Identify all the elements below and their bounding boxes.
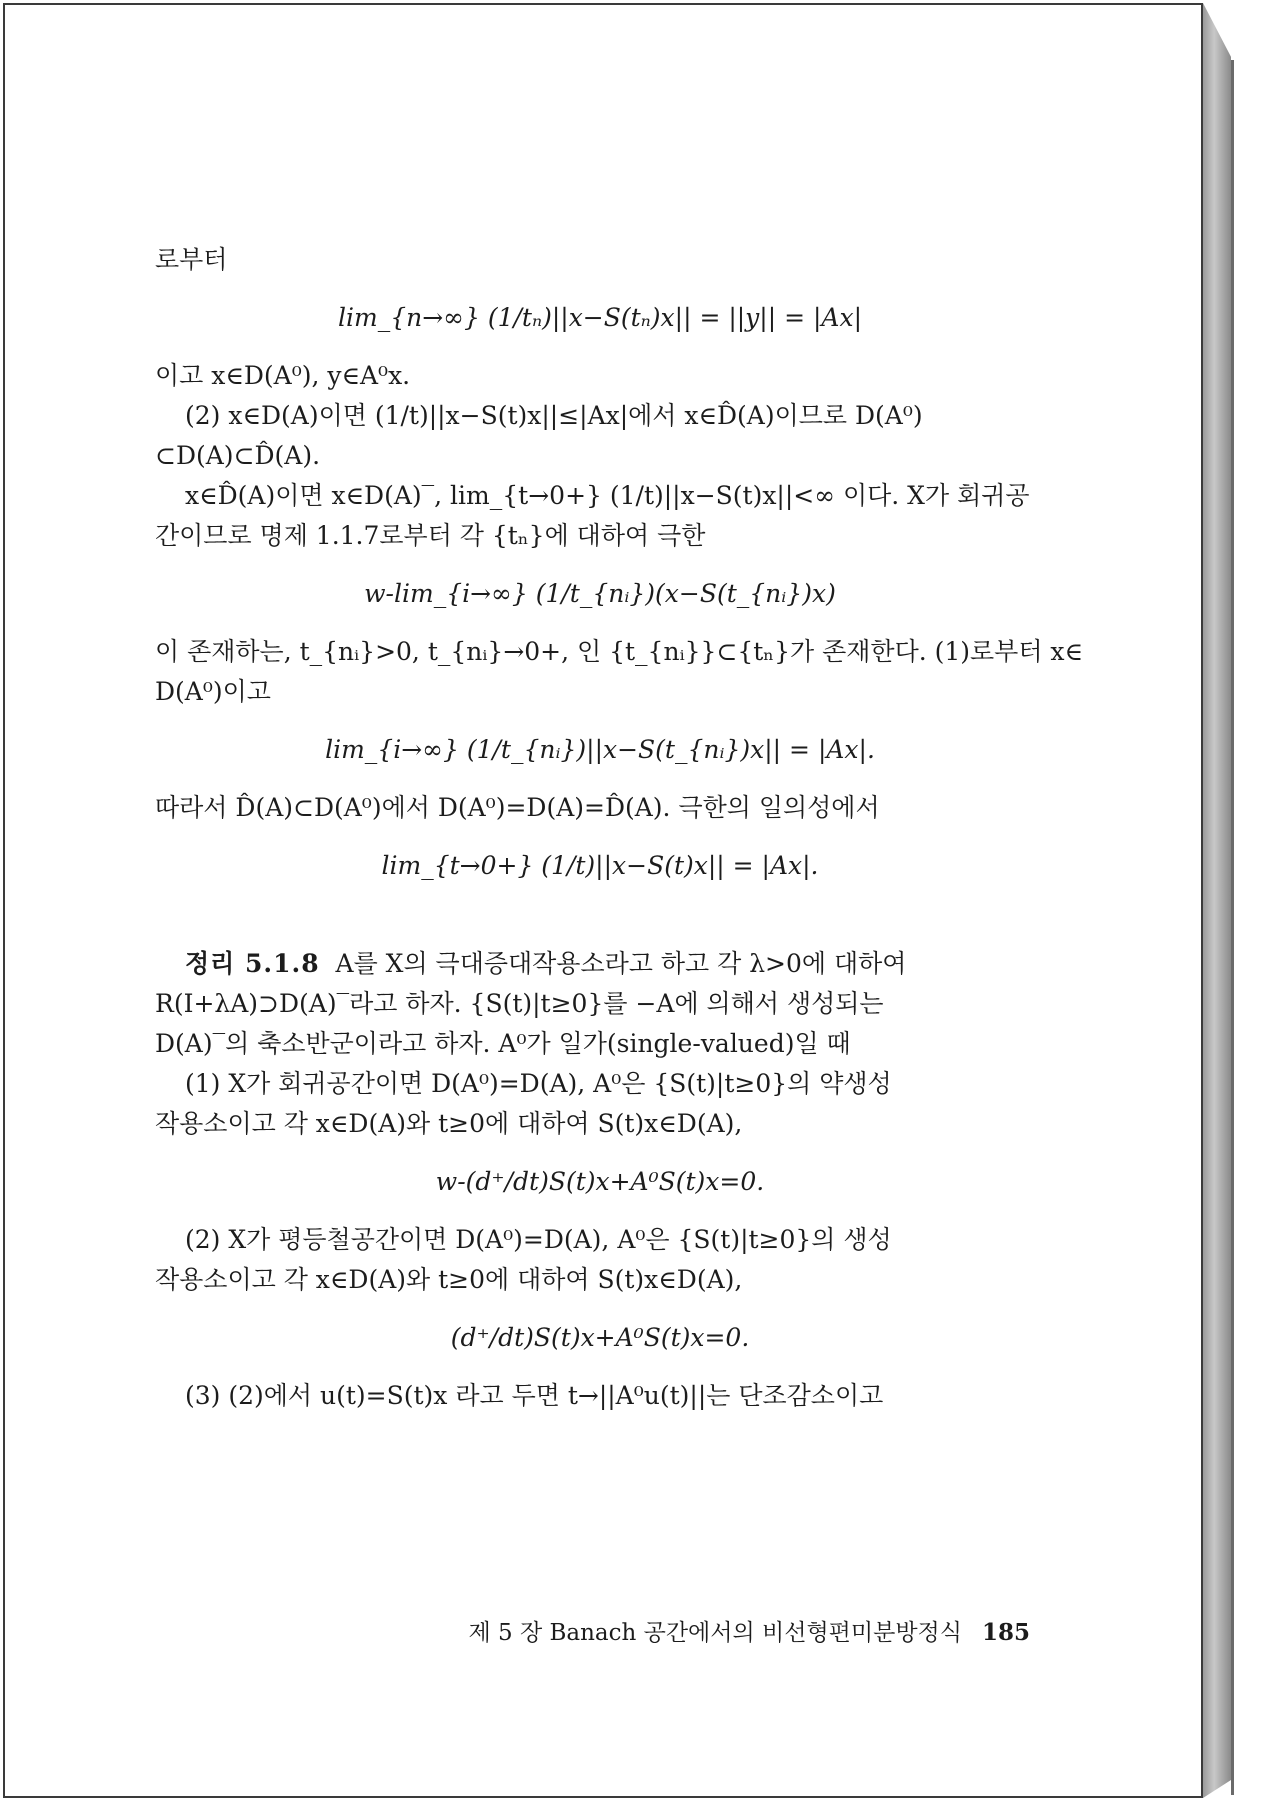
text-line: 로부터 [155, 245, 228, 274]
text-line: D(A)‾의 축소반군이라고 하자. A⁰가 일가(single-valued)일 때 [155, 1029, 851, 1058]
text-line: D(A⁰)이고 [155, 677, 271, 706]
text-line: 간이므로 명제 1.1.7로부터 각 {tₙ}에 대하여 극한 [155, 521, 706, 550]
theorem-line [155, 944, 1045, 984]
equation: w-(d⁺/dt)S(t)x+A⁰S(t)x=0. [435, 1167, 765, 1196]
text-line: 이 존재하는, t_{nᵢ}>0, t_{nᵢ}→0+, 인 {t_{nᵢ}}⊂{tₙ}가 존재한다. (1)로부터 x∈ [155, 637, 1084, 666]
equation: (d⁺/dt)S(t)x+A⁰S(t)x=0. [450, 1323, 750, 1352]
running-footer [420, 1614, 1030, 1647]
text-line: (2) X가 평등철공간이면 D(A⁰)=D(A), A⁰은 {S(t)|t≥0}의 생성 [185, 1225, 892, 1254]
page-stack-edge [1203, 3, 1231, 1798]
text-line: 작용소이고 각 x∈D(A)와 t≥0에 대하여 S(t)x∈D(A), [155, 1265, 743, 1294]
text-line: 따라서 D̂(A)⊂D(A⁰)에서 D(A⁰)=D(A)=D̂(A). 극한의 일의성에서 [155, 793, 880, 822]
chapter-title: 제 5 장 Banach 공간에서의 비선형편미분방정식 [468, 1620, 962, 1646]
text-line: (2) x∈D(A)이면 (1/t)||x−S(t)x||≤|Ax|에서 x∈D̂(A)이므로 D(A⁰) [185, 401, 923, 430]
theorem-heading: 정리 5.1.8 [185, 949, 320, 978]
theorem-text: A를 X의 극대증대작용소라고 하고 각 λ>0에 대하여 [335, 949, 907, 978]
page-number: 185 [981, 1619, 1030, 1646]
text-line: 작용소이고 각 x∈D(A)와 t≥0에 대하여 S(t)x∈D(A), [155, 1109, 743, 1138]
text-line: (3) (2)에서 u(t)=S(t)x 라고 두면 t→||A⁰u(t)||는 단조감소이고 [185, 1381, 884, 1410]
equation: lim_{t→0+} (1/t)||x−S(t)x|| = |Ax|. [381, 851, 819, 880]
equation: lim_{i→∞} (1/t_{nᵢ})||x−S(t_{nᵢ})x|| = |Ax|. [325, 735, 875, 764]
text-line: R(I+λA)⊃D(A)‾라고 하자. {S(t)|t≥0}를 −A에 의해서 생성되는 [155, 989, 884, 1018]
text-line: ⊂D(A)⊂D̂(A). [155, 441, 321, 470]
page-stack-shadow [1231, 60, 1234, 1795]
equation: lim_{n→∞} (1/tₙ)||x−S(tₙ)x|| = ||y|| = |Ax| [338, 303, 862, 332]
text-line: 이고 x∈D(A⁰), y∈A⁰x. [155, 361, 411, 390]
page-content [155, 240, 1084, 1416]
text-line: (1) X가 회귀공간이면 D(A⁰)=D(A), A⁰은 {S(t)|t≥0}의 약생성 [185, 1069, 892, 1098]
equation: w-lim_{i→∞} (1/t_{nᵢ})(x−S(t_{nᵢ})x) [364, 579, 836, 608]
text-line: x∈D̂(A)이면 x∈D(A)‾, lim_{t→0+} (1/t)||x−S(t)x||<∞ 이다. X가 회귀공 [185, 481, 1030, 510]
